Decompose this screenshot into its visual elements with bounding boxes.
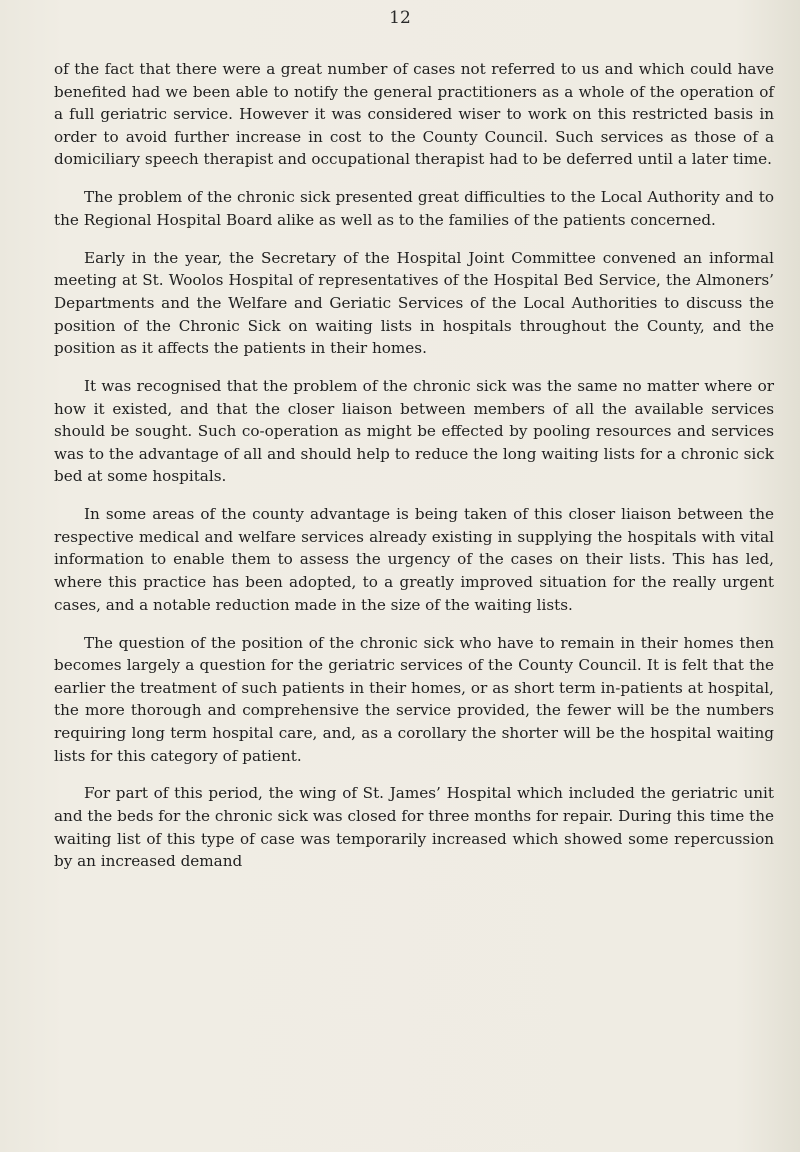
paragraph-continuation: of the fact that there were a great number of cases not referred to us and which could have benefited had we been able to notify the general practitioners as a whole of the operation of a full geriatric service. However it was considered wiser to work on this restricted basis in order to avoid further increase in cost to the County Council. Such services as those of a domiciliary speech therapist and occupational therapist had to be deferred until a later time. xyxy=(54,60,774,169)
paragraph-homes-question: The question of the position of the chronic sick who have to remain in their homes then becomes largely a question for the geriatric services of the County Council. It is felt that the earlier the treatment of such patients in their homes, or as short term in-patients at hospital, the more thorough and comprehensive the service provided, the fewer will be the numbers requiring long term hospital care, and, as a corollary the shorter will be the hospital waiting lists for this category of patient. xyxy=(54,633,774,765)
paragraph-county-areas: In some areas of the county advantage is being taken of this closer liaison between the respective medical and welfare services already existing in supplying the hospitals with vital information to enable them to assess the urgency of the cases on their lists. This has led, where this practice has been adopted, to a greatly improved situation for the really urgent cases, and a notable reduction made in the size of the waiting lists. xyxy=(54,505,774,614)
page-number: 12 xyxy=(389,8,411,28)
paragraph-st-james-wing: For part of this period, the wing of St. James’ Hospital which included the geriatric unit and the beds for the chronic sick was closed for three months for repair. During this time the waiting list of this type of case was temporarily increased which showed some repercussion by an increased demand xyxy=(54,784,774,871)
paragraph-liaison: It was recognised that the problem of the chronic sick was the same no matter where or how it existed, and that the closer liaison between members of all the available services should be sought. Such co-operation as might be effected by pooling resources and services was to the advantage of all and should help to reduce the long waiting lists for a chronic sick bed at some hospitals. xyxy=(54,377,774,486)
paragraph-chronic-sick-problem: The problem of the chronic sick presented great difficulties to the Local Authority and to the Regional Hospital Board alike as well as to the families of the patients concerned. xyxy=(54,188,774,229)
body-text xyxy=(54,58,774,888)
paragraph-informal-meeting: Early in the year, the Secretary of the Hospital Joint Committee convened an informal meeting at St. Woolos Hospital of representatives of the Hospital Bed Service, the Almoners’ Departments and the Welfare and Geriatic Services of the Local Authorities to discuss the position of the Chronic Sick on waiting lists in hospitals throughout the County, and the position as it affects the patients in their homes. xyxy=(54,248,774,358)
